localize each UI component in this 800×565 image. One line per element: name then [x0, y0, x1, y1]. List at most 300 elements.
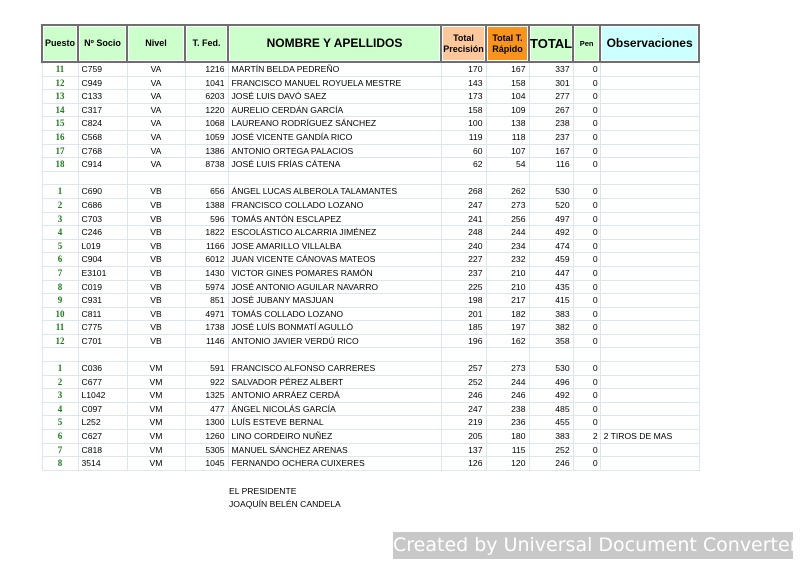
table-row [42, 76, 699, 90]
cell-observaciones [600, 334, 699, 348]
cell-nombre: MARTÍN BELDA PEDREÑO [228, 62, 441, 76]
table-row [42, 389, 699, 403]
cell-total: 435 [529, 280, 573, 294]
cell-total: 237 [529, 130, 573, 144]
cell-total-precision: 126 [441, 457, 486, 471]
cell-tfed: 1045 [185, 457, 228, 471]
cell-pen: 0 [573, 443, 600, 457]
cell-total-precision: 227 [441, 253, 486, 267]
cell-observaciones [600, 457, 699, 471]
spacer-row [42, 348, 699, 362]
cell-observaciones [600, 185, 699, 199]
cell-total-precision: 185 [441, 321, 486, 335]
cell-total-rapido: 236 [486, 416, 529, 430]
header-total-precision [441, 25, 486, 62]
cell-socio: C133 [78, 90, 127, 104]
cell-total-precision: 225 [441, 280, 486, 294]
cell-pen: 0 [573, 280, 600, 294]
cell-observaciones [600, 443, 699, 457]
cell-observaciones [600, 253, 699, 267]
cell-total-precision [441, 348, 486, 362]
cell-puesto: 11 [42, 321, 78, 335]
cell-nivel [127, 348, 185, 362]
header-total-rapido-line1: Total T. [492, 32, 523, 43]
cell-nombre: FRANCISCO COLLADO LOZANO [228, 198, 441, 212]
cell-puesto: 6 [42, 253, 78, 267]
cell-total-rapido: 54 [486, 158, 529, 172]
cell-total: 530 [529, 362, 573, 376]
cell-nivel: VM [127, 362, 185, 376]
cell-total-precision: 205 [441, 430, 486, 444]
cell-observaciones [600, 402, 699, 416]
table-row [42, 443, 699, 457]
cell-total-precision: 247 [441, 198, 486, 212]
cell-puesto: 7 [42, 266, 78, 280]
cell-tfed [185, 348, 228, 362]
cell-total-precision: 196 [441, 334, 486, 348]
cell-observaciones [600, 239, 699, 253]
cell-total: 167 [529, 144, 573, 158]
cell-nivel: VA [127, 144, 185, 158]
cell-puesto: 16 [42, 130, 78, 144]
cell-total-rapido: 109 [486, 103, 529, 117]
cell-total-precision: 219 [441, 416, 486, 430]
table-row [42, 362, 699, 376]
cell-nombre: ANTONIO ORTEGA PALACIOS [228, 144, 441, 158]
cell-total-rapido: 234 [486, 239, 529, 253]
cell-nombre: FERNANDO OCHERA CUIXERES [228, 457, 441, 471]
cell-tfed: 591 [185, 362, 228, 376]
cell-total: 492 [529, 226, 573, 240]
cell-socio: L019 [78, 239, 127, 253]
cell-nivel: VM [127, 389, 185, 403]
header-total-rapido [486, 25, 529, 62]
cell-total: 383 [529, 307, 573, 321]
cell-total-rapido: 107 [486, 144, 529, 158]
cell-socio: L252 [78, 416, 127, 430]
table-row [42, 185, 699, 199]
cell-nivel: VB [127, 226, 185, 240]
cell-observaciones [600, 416, 699, 430]
cell-total-rapido [486, 348, 529, 362]
header-tfed: T. Fed. [185, 25, 228, 62]
cell-tfed: 8738 [185, 158, 228, 172]
cell-socio: C768 [78, 144, 127, 158]
cell-puesto: 11 [42, 62, 78, 76]
cell-puesto: 1 [42, 362, 78, 376]
table-row [42, 457, 699, 471]
cell-pen: 0 [573, 266, 600, 280]
cell-nombre: ESCOLÁSTICO ALCARRIA JIMÉNEZ [228, 226, 441, 240]
cell-pen [573, 348, 600, 362]
cell-total: 530 [529, 185, 573, 199]
cell-pen: 0 [573, 62, 600, 76]
cell-total: 474 [529, 239, 573, 253]
table-row [42, 198, 699, 212]
cell-total-rapido: 104 [486, 90, 529, 104]
cell-observaciones [600, 62, 699, 76]
cell-tfed: 851 [185, 294, 228, 308]
cell-nombre: LAUREANO RODRÍGUEZ SÁNCHEZ [228, 117, 441, 131]
cell-nivel: VB [127, 294, 185, 308]
cell-tfed: 477 [185, 402, 228, 416]
signature-name: JOAQUÍN BELÉN CANDELA [229, 499, 341, 509]
cell-total-rapido: 210 [486, 266, 529, 280]
cell-total-rapido: 273 [486, 198, 529, 212]
cell-tfed: 1146 [185, 334, 228, 348]
cell-total-rapido: 118 [486, 130, 529, 144]
cell-socio: C949 [78, 76, 127, 90]
cell-pen: 0 [573, 362, 600, 376]
cell-puesto: 2 [42, 198, 78, 212]
cell-socio: C914 [78, 158, 127, 172]
table-row [42, 158, 699, 172]
cell-puesto: 3 [42, 389, 78, 403]
cell-total: 267 [529, 103, 573, 117]
cell-nivel: VB [127, 198, 185, 212]
signature-title: EL PRESIDENTE [229, 486, 297, 496]
cell-tfed: 1325 [185, 389, 228, 403]
cell-total-precision: 137 [441, 443, 486, 457]
cell-nombre: JOSÉ LUIS FRÍAS CÁTENA [228, 158, 441, 172]
cell-socio: C568 [78, 130, 127, 144]
cell-nivel: VB [127, 212, 185, 226]
results-body [42, 62, 699, 470]
cell-total-precision: 62 [441, 158, 486, 172]
cell-total: 455 [529, 416, 573, 430]
cell-total-rapido: 210 [486, 280, 529, 294]
cell-total: 415 [529, 294, 573, 308]
cell-total-rapido: 238 [486, 402, 529, 416]
cell-nombre: JOSÉ LUÍS BONMATÍ AGULLÓ [228, 321, 441, 335]
cell-total: 492 [529, 389, 573, 403]
cell-total: 238 [529, 117, 573, 131]
table-row [42, 321, 699, 335]
cell-socio: C317 [78, 103, 127, 117]
cell-pen: 0 [573, 90, 600, 104]
cell-total-precision [441, 171, 486, 185]
table-row [42, 253, 699, 267]
cell-nivel: VA [127, 130, 185, 144]
cell-total-precision: 247 [441, 402, 486, 416]
cell-puesto: 13 [42, 90, 78, 104]
cell-socio: C036 [78, 362, 127, 376]
cell-total-precision: 170 [441, 62, 486, 76]
cell-pen: 0 [573, 402, 600, 416]
cell-observaciones [600, 76, 699, 90]
cell-observaciones [600, 375, 699, 389]
cell-nivel: VM [127, 375, 185, 389]
cell-tfed: 6012 [185, 253, 228, 267]
header-nombre: NOMBRE Y APELLIDOS [228, 25, 441, 62]
cell-tfed: 922 [185, 375, 228, 389]
cell-total-precision: 173 [441, 90, 486, 104]
cell-total-rapido: 262 [486, 185, 529, 199]
cell-total: 382 [529, 321, 573, 335]
cell-socio: C686 [78, 198, 127, 212]
table-row [42, 266, 699, 280]
cell-puesto: 6 [42, 430, 78, 444]
cell-pen: 0 [573, 239, 600, 253]
cell-puesto: 1 [42, 185, 78, 199]
cell-nombre: TOMÁS COLLADO LOZANO [228, 307, 441, 321]
cell-nivel: VB [127, 185, 185, 199]
cell-socio [78, 348, 127, 362]
cell-nombre: JOSÉ ANTONIO AGUILAR NAVARRO [228, 280, 441, 294]
cell-nivel: VB [127, 253, 185, 267]
cell-socio: C904 [78, 253, 127, 267]
cell-total-precision: 119 [441, 130, 486, 144]
cell-tfed: 5974 [185, 280, 228, 294]
cell-nivel: VB [127, 280, 185, 294]
cell-total-precision: 248 [441, 226, 486, 240]
cell-total-rapido: 244 [486, 375, 529, 389]
cell-socio: C703 [78, 212, 127, 226]
cell-puesto: 12 [42, 76, 78, 90]
cell-observaciones [600, 389, 699, 403]
cell-total-precision: 198 [441, 294, 486, 308]
cell-socio: C811 [78, 307, 127, 321]
cell-total-rapido: 197 [486, 321, 529, 335]
cell-total-rapido: 244 [486, 226, 529, 240]
cell-total: 447 [529, 266, 573, 280]
cell-observaciones [600, 171, 699, 185]
cell-total-precision: 201 [441, 307, 486, 321]
cell-observaciones [600, 90, 699, 104]
cell-pen: 0 [573, 76, 600, 90]
cell-total-precision: 268 [441, 185, 486, 199]
cell-observaciones [600, 294, 699, 308]
cell-total-rapido: 115 [486, 443, 529, 457]
cell-tfed [185, 171, 228, 185]
cell-observaciones [600, 266, 699, 280]
cell-nombre: LINO CORDEIRO NUÑEZ [228, 430, 441, 444]
cell-puesto: 14 [42, 103, 78, 117]
cell-puesto: 8 [42, 457, 78, 471]
cell-puesto: 9 [42, 294, 78, 308]
cell-pen: 0 [573, 185, 600, 199]
cell-puesto: 4 [42, 402, 78, 416]
cell-tfed: 5305 [185, 443, 228, 457]
header-pen: Pen [573, 25, 600, 62]
cell-socio: E3101 [78, 266, 127, 280]
cell-total: 497 [529, 212, 573, 226]
table-row [42, 402, 699, 416]
results-sheet [41, 24, 700, 471]
cell-socio [78, 171, 127, 185]
cell-tfed: 596 [185, 212, 228, 226]
cell-total: 337 [529, 62, 573, 76]
cell-tfed: 1388 [185, 198, 228, 212]
cell-nombre: LUÍS ESTEVE BERNAL [228, 416, 441, 430]
cell-nivel: VA [127, 76, 185, 90]
cell-socio: C019 [78, 280, 127, 294]
cell-observaciones [600, 348, 699, 362]
cell-nivel: VM [127, 416, 185, 430]
cell-total-precision: 143 [441, 76, 486, 90]
cell-nombre: FRANCISCO MANUEL ROYUELA MESTRE [228, 76, 441, 90]
cell-tfed: 1822 [185, 226, 228, 240]
cell-puesto: 2 [42, 375, 78, 389]
cell-total-precision: 60 [441, 144, 486, 158]
cell-tfed: 1220 [185, 103, 228, 117]
cell-observaciones [600, 226, 699, 240]
cell-total-precision: 240 [441, 239, 486, 253]
cell-total-precision: 100 [441, 117, 486, 131]
cell-puesto: 4 [42, 226, 78, 240]
cell-total-rapido: 120 [486, 457, 529, 471]
cell-total-rapido: 246 [486, 389, 529, 403]
cell-total-rapido: 256 [486, 212, 529, 226]
cell-tfed: 1216 [185, 62, 228, 76]
cell-pen: 0 [573, 253, 600, 267]
cell-pen: 0 [573, 334, 600, 348]
cell-total: 277 [529, 90, 573, 104]
table-row [42, 144, 699, 158]
watermark: Created by Universal Document Converter [393, 532, 793, 559]
header-total-precision-line2: Precisión [443, 43, 484, 54]
cell-tfed: 656 [185, 185, 228, 199]
cell-total: 246 [529, 457, 573, 471]
cell-puesto: 12 [42, 334, 78, 348]
cell-total: 301 [529, 76, 573, 90]
table-row [42, 375, 699, 389]
cell-socio: C246 [78, 226, 127, 240]
cell-total: 116 [529, 158, 573, 172]
cell-total: 358 [529, 334, 573, 348]
table-row [42, 62, 699, 76]
cell-observaciones [600, 144, 699, 158]
cell-nombre: ÁNGEL NICOLÁS GARCÍA [228, 402, 441, 416]
cell-nombre [228, 348, 441, 362]
cell-nombre: JUAN VICENTE CÁNOVAS MATEOS [228, 253, 441, 267]
cell-puesto: 3 [42, 212, 78, 226]
cell-socio: C775 [78, 321, 127, 335]
cell-pen: 0 [573, 226, 600, 240]
table-row [42, 334, 699, 348]
cell-socio: C818 [78, 443, 127, 457]
table-row [42, 239, 699, 253]
cell-tfed: 1059 [185, 130, 228, 144]
cell-nombre: JOSE AMARILLO VILLALBA [228, 239, 441, 253]
cell-tfed: 4971 [185, 307, 228, 321]
cell-total: 496 [529, 375, 573, 389]
cell-nombre: ANTONIO ARRÁEZ CERDÁ [228, 389, 441, 403]
cell-socio: C627 [78, 430, 127, 444]
cell-tfed: 1068 [185, 117, 228, 131]
header-total-rapido-line2: Rápido [492, 43, 523, 54]
table-row [42, 280, 699, 294]
cell-puesto: 17 [42, 144, 78, 158]
cell-socio: C690 [78, 185, 127, 199]
cell-tfed: 1260 [185, 430, 228, 444]
cell-tfed: 1300 [185, 416, 228, 430]
cell-total-precision: 246 [441, 389, 486, 403]
cell-pen: 0 [573, 158, 600, 172]
cell-puesto: 5 [42, 416, 78, 430]
cell-nombre: JOSÉ LUIS DAVÓ SAEZ [228, 90, 441, 104]
cell-socio: C931 [78, 294, 127, 308]
cell-total-rapido: 217 [486, 294, 529, 308]
cell-observaciones [600, 212, 699, 226]
cell-total-rapido: 232 [486, 253, 529, 267]
cell-socio: 3514 [78, 457, 127, 471]
cell-tfed: 1430 [185, 266, 228, 280]
cell-tfed: 1166 [185, 239, 228, 253]
cell-total [529, 348, 573, 362]
cell-pen: 0 [573, 212, 600, 226]
cell-pen: 0 [573, 321, 600, 335]
cell-socio: C701 [78, 334, 127, 348]
cell-observaciones [600, 117, 699, 131]
cell-puesto: 5 [42, 239, 78, 253]
cell-total: 485 [529, 402, 573, 416]
cell-pen: 2 [573, 430, 600, 444]
cell-observaciones [600, 158, 699, 172]
header-puesto: Puesto [42, 25, 78, 62]
cell-total-rapido: 158 [486, 76, 529, 90]
spacer-row [42, 171, 699, 185]
cell-total-precision: 237 [441, 266, 486, 280]
table-row [42, 416, 699, 430]
cell-nivel: VA [127, 117, 185, 131]
cell-total-precision: 241 [441, 212, 486, 226]
table-row [42, 212, 699, 226]
cell-nivel: VA [127, 158, 185, 172]
table-row [42, 103, 699, 117]
cell-nivel: VB [127, 266, 185, 280]
cell-nivel: VB [127, 321, 185, 335]
cell-total: 459 [529, 253, 573, 267]
header-observaciones: Observaciones [600, 25, 699, 62]
header-total: TOTAL [529, 25, 573, 62]
cell-puesto [42, 171, 78, 185]
cell-pen: 0 [573, 103, 600, 117]
cell-puesto: 10 [42, 307, 78, 321]
cell-puesto: 15 [42, 117, 78, 131]
cell-observaciones [600, 103, 699, 117]
table-row [42, 430, 699, 444]
cell-observaciones [600, 307, 699, 321]
cell-pen [573, 171, 600, 185]
cell-nivel: VM [127, 457, 185, 471]
cell-pen: 0 [573, 294, 600, 308]
cell-puesto [42, 348, 78, 362]
cell-total-precision: 158 [441, 103, 486, 117]
cell-nivel: VA [127, 62, 185, 76]
cell-observaciones [600, 362, 699, 376]
header-total-precision-line1: Total [453, 32, 474, 43]
cell-tfed: 1386 [185, 144, 228, 158]
cell-puesto: 7 [42, 443, 78, 457]
cell-total-precision: 252 [441, 375, 486, 389]
cell-pen: 0 [573, 117, 600, 131]
cell-total: 252 [529, 443, 573, 457]
cell-nivel: VM [127, 402, 185, 416]
cell-socio: C824 [78, 117, 127, 131]
cell-socio: C097 [78, 402, 127, 416]
cell-nombre: AURELIO CERDÁN GARCÍA [228, 103, 441, 117]
results-table [41, 24, 700, 471]
cell-socio: C677 [78, 375, 127, 389]
cell-pen: 0 [573, 307, 600, 321]
cell-total-precision: 257 [441, 362, 486, 376]
cell-nombre: JOSÉ JUBANY MASJUAN [228, 294, 441, 308]
cell-nombre: VICTOR GINES POMARES RAMÓN [228, 266, 441, 280]
cell-observaciones [600, 198, 699, 212]
cell-total-rapido: 162 [486, 334, 529, 348]
cell-nombre: MANUEL SÁNCHEZ ARENAS [228, 443, 441, 457]
